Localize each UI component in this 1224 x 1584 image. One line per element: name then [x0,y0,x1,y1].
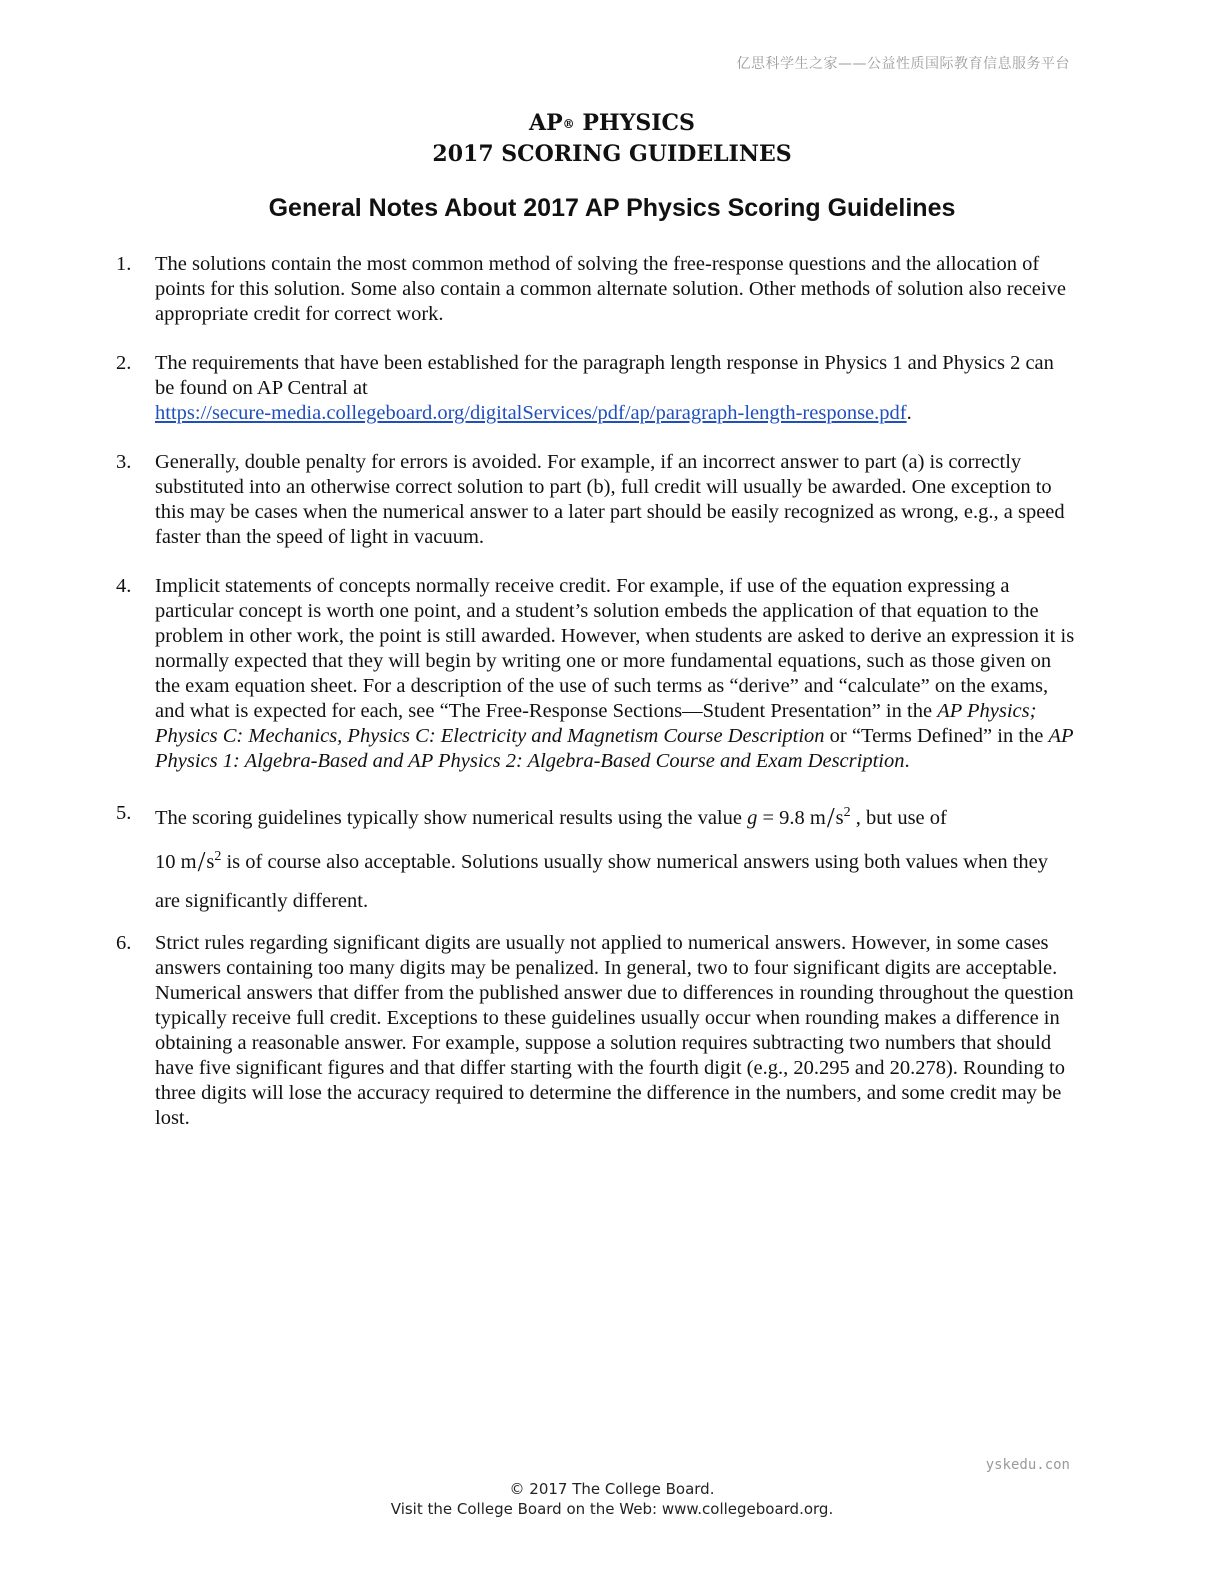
item-text-c: is of course also acceptable. Solutions usually show numerical answers using both values when they are significantly different. [155,850,1049,912]
item-text: Strict rules regarding significant digits are usually not applied to numerical answers. However, in some cases answers containing too many digits may be penalized. In general, two to four significant digits are acceptable. Numerical answers that differ from the published answer due to differences in rounding throughout the question typically receive full credit. Exceptions to these guidelines usually occur when rounding makes a difference in obtaining a reasonable answer. For example, suppose a solution requires subtracting two numbers that should have five significant figures and that differ starting with the fourth digit (e.g., 20.295 and 20.278). Rounding to three digits will lose the accuracy required to determine the difference in the numbers, and some credit may be lost. [155,931,1074,1129]
exponent: 2 [214,848,222,864]
item-number: 5. [116,802,132,824]
notes-list [116,252,1076,1155]
header-guidelines: 2017 SCORING GUIDELINES [432,141,792,167]
visit-text: Visit the College Board on the Web: www.collegeboard.org. [390,1500,834,1518]
watermark-top: 亿思科学生之家——公益性质国际教育信息服务平台 [736,56,1070,72]
item-text-b: or “Terms Defined” in the [824,725,1049,747]
item-text-a: Implicit statements of concepts normally receive credit. For example, if use of the equation expressing a particular concept is worth one point, and a student’s solution embeds the application of that equation to the problem in other work, the point is still awarded. However, when students are asked to derive an expression it is normally expected that they will begin by writing one or more fundamental equations, such as those given on the exam equation sheet. For a description of the use of such terms as “derive” and “calculate” on the exams, and what is expected for each, see “The Free-Response Sections—Student Presentation” in the [155,575,1075,722]
header-subject [0,108,1224,139]
item-text: The requirements that have been established for the paragraph length response in Physics 1 and Physics 2 can be found on AP Central at [155,352,1054,399]
exponent: 2 [843,805,851,820]
slash: / [826,802,835,834]
alt-gravity-value [155,846,222,878]
item-text-a: The scoring guidelines typically show numerical results using the value [155,806,748,829]
list-item [116,574,1076,774]
link-period: . [906,402,912,424]
watermark-bottom: yskedu.con [985,1457,1070,1473]
slash: / [197,846,206,878]
list-item [116,931,1076,1131]
header-physics: PHYSICS [574,110,695,136]
item-text-c: . [904,750,910,772]
list-item [116,351,1076,426]
header-ap: AP [529,110,563,136]
unit-s: s [835,806,844,829]
item-number: 6. [116,931,132,954]
item-number: 2. [116,352,132,374]
unit-s: s [206,850,215,873]
item-text-b: , but use of [850,806,947,829]
list-item [116,450,1076,550]
exam-description-title: AP Physics 1: Algebra-Based and AP Physics 2: Algebra-Based Course and Exam Description [155,725,1074,772]
page-header [0,108,1224,170]
g-symbol: g [747,806,758,829]
page-title: General Notes About 2017 AP Physics Scoring Guidelines [268,194,956,222]
paragraph-length-response-link[interactable]: https://secure-media.collegeboard.org/digitalServices/pdf/ap/paragraph-length-response.pdf [155,402,907,424]
page-footer [0,1479,1224,1519]
gravity-equation [747,802,851,834]
item-number: 3. [116,451,132,473]
course-description-title: AP Physics; Physics C: Mechanics, Physics C: Electricity and Magnetism Course Description [155,700,1037,747]
registered-mark: ® [562,117,575,131]
item-text: Generally, double penalty for errors is avoided. For example, if an incorrect answer to part (a) is correctly substituted into an otherwise correct solution to part (b), full credit will usually be awarded. One exception to this may be cases when the numerical answer to a later part should be easily recognized as wrong, e.g., a speed faster than the speed of light in vacuum. [155,451,1065,548]
list-item [116,252,1076,327]
copyright-text: © 2017 The College Board. [509,1480,715,1498]
item-number: 4. [116,575,132,597]
alt-value: 10 m [155,850,197,873]
list-item [116,794,1076,920]
item-number: 1. [116,253,132,275]
g-value: = 9.8 m [757,806,826,829]
item-text: The solutions contain the most common method of solving the free-response questions and the allocation of points for this solution. Some also contain a common alternate solution. Other methods of solution also receive appropriate credit for correct work. [155,253,1066,325]
